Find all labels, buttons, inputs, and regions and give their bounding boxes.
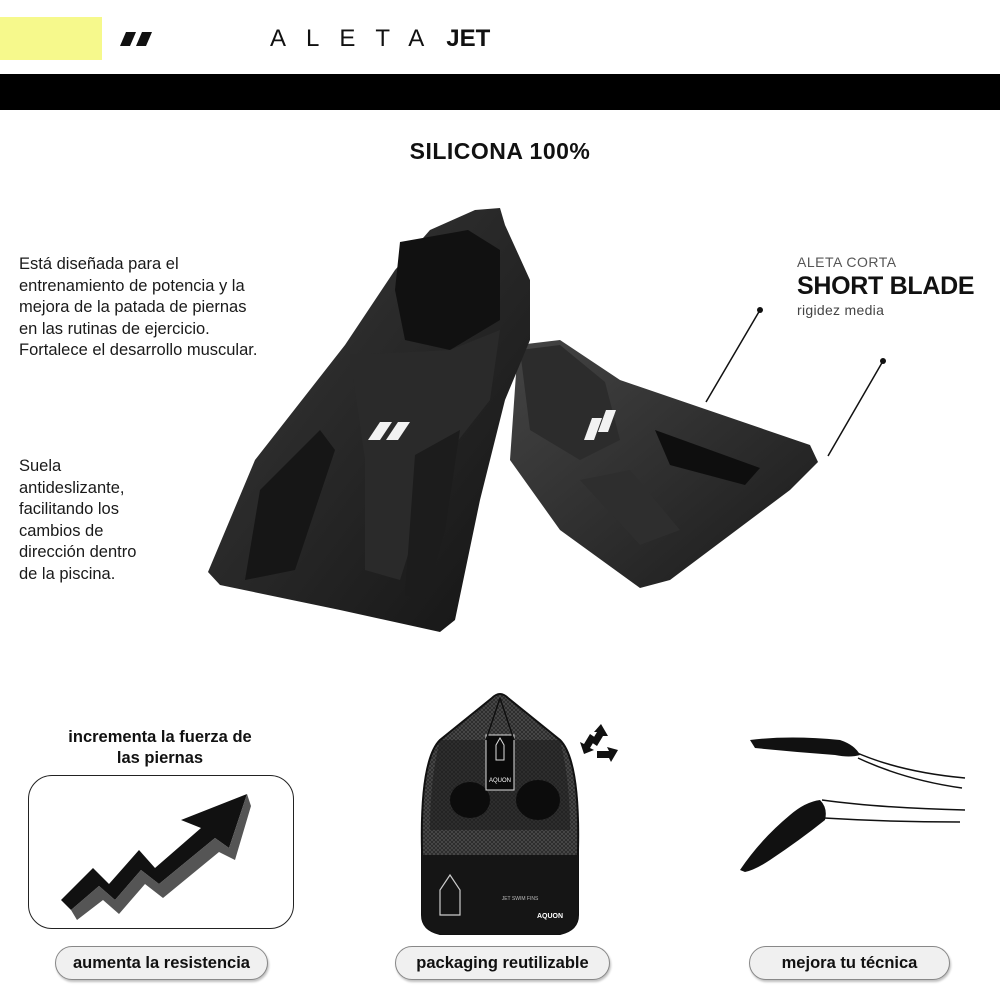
description-line: en las rutinas de ejercicio.: [19, 319, 210, 338]
grip-line: de la piscina.: [19, 564, 116, 583]
recycle-icon: [578, 720, 624, 766]
description-line: mejora de la patada de piernas: [19, 298, 247, 316]
rising-arrow-icon: [29, 776, 294, 929]
page-title: [270, 24, 490, 54]
header-accent-block: [0, 17, 102, 60]
grip-description: [19, 456, 189, 585]
description-line: Está diseñada para el: [19, 255, 179, 273]
title-light: ALETA: [270, 25, 445, 52]
grip-line: Suela: [19, 457, 62, 475]
bag-tag-text: JET SWIM FINS: [501, 896, 539, 902]
description-line: entrenamiento de potencia y la: [19, 276, 245, 295]
stiffness-label: rigidez media: [797, 302, 885, 318]
technique-pill: mejora tu técnica: [749, 946, 950, 980]
grip-line: dirección dentro: [19, 543, 137, 561]
packaging-pill: packaging reutilizable: [395, 946, 610, 980]
grip-line: facilitando los: [19, 500, 119, 518]
strength-graph-card: [28, 775, 294, 929]
grip-line: antideslizante,: [19, 478, 125, 497]
header-bar: [0, 74, 1000, 110]
double-slash-logo-icon: [118, 31, 158, 47]
mesh-bag-image: [410, 690, 590, 940]
kicking-legs-icon: [740, 730, 970, 880]
product-type-label: ALETA CORTA: [797, 254, 897, 270]
material-headline: SILICONA 100%: [409, 138, 591, 164]
product-model-label: SHORT BLADE: [797, 272, 975, 300]
bag-tag-brand: AQUON: [488, 778, 512, 784]
strength-line: incrementa la fuerza de: [68, 728, 252, 746]
resistance-pill: aumenta la resistencia: [55, 946, 268, 980]
title-bold: JET: [446, 25, 491, 52]
grip-line: cambios de: [19, 521, 104, 540]
strength-caption: [40, 727, 280, 769]
description-line: Fortalece el desarrollo muscular.: [19, 341, 258, 359]
callout-lines: [690, 300, 890, 470]
bag-brand: AQUON: [536, 913, 564, 920]
strength-line: las piernas: [116, 749, 204, 767]
